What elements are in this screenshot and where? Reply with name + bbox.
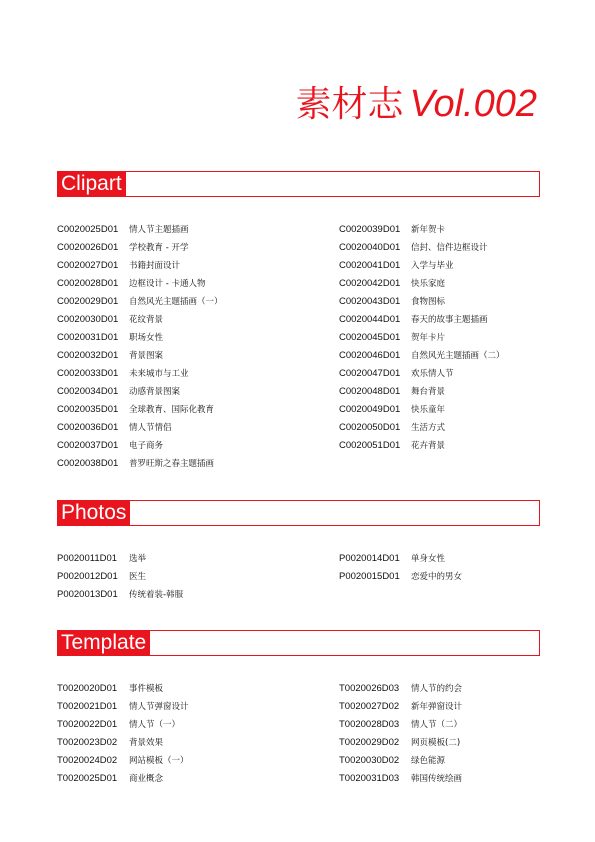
list-item	[57, 221, 297, 239]
item-name: 背景效果	[129, 738, 164, 748]
section-header	[57, 630, 540, 656]
item-column-left	[57, 221, 297, 473]
item-name: 书籍封面设计	[129, 261, 181, 271]
item-code: C0020033D01	[57, 368, 119, 379]
item-code: C0020043D01	[339, 296, 401, 307]
list-item	[57, 437, 297, 455]
item-name: 学校教育 - 开学	[129, 243, 189, 253]
item-column-left	[57, 680, 297, 788]
item-code: T0020026D03	[339, 683, 400, 694]
list-item	[339, 257, 579, 275]
item-name: 动感背景图案	[129, 387, 181, 397]
section-template	[57, 630, 540, 784]
list-item	[57, 734, 297, 752]
item-code: C0020042D01	[339, 278, 401, 289]
list-item	[339, 311, 579, 329]
list-item	[57, 698, 297, 716]
item-name: 自然风光主题插画（一）	[129, 297, 223, 307]
item-code: C0020038D01	[57, 458, 119, 469]
list-item	[339, 680, 579, 698]
item-name: 欢乐情人节	[411, 369, 454, 379]
item-name: 快乐家庭	[411, 279, 446, 289]
list-item	[57, 347, 297, 365]
item-code: C0020045D01	[339, 332, 401, 343]
section-header	[57, 500, 540, 526]
item-name: 信封、信件边框设计	[411, 243, 488, 253]
list-item	[339, 770, 579, 788]
item-code: C0020046D01	[339, 350, 401, 361]
list-item	[57, 680, 297, 698]
item-code: C0020039D01	[339, 224, 401, 235]
list-item	[57, 329, 297, 347]
item-code: T0020027D02	[339, 701, 400, 712]
list-item	[57, 550, 297, 568]
list-item	[339, 239, 579, 257]
list-item	[339, 550, 579, 568]
item-name: 背景图案	[129, 351, 164, 361]
item-name: 单身女性	[411, 554, 446, 564]
item-code: C0020048D01	[339, 386, 401, 397]
list-item	[57, 455, 297, 473]
item-name: 食物图标	[411, 297, 446, 307]
list-item	[57, 365, 297, 383]
list-item	[339, 419, 579, 437]
section-header	[57, 171, 540, 197]
section-label: Photos	[57, 500, 130, 526]
item-code: T0020031D03	[339, 773, 400, 784]
item-code: P0020013D01	[57, 589, 118, 600]
item-name: 选举	[129, 554, 147, 564]
item-code: T0020029D02	[339, 737, 400, 748]
list-item	[57, 239, 297, 257]
item-name: 情人节的约会	[411, 684, 463, 694]
list-item	[57, 257, 297, 275]
title-chinese: 素材志	[295, 84, 404, 125]
item-code: T0020023D02	[57, 737, 118, 748]
item-name: 自然风光主题插画（二）	[411, 351, 505, 361]
list-item	[339, 329, 579, 347]
item-code: C0020050D01	[339, 422, 401, 433]
item-code: C0020027D01	[57, 260, 119, 271]
item-name: 事件模板	[129, 684, 164, 694]
item-name: 情人节弹窗设计	[129, 702, 189, 712]
item-name: 韩国传统绘画	[411, 774, 463, 784]
list-item	[57, 311, 297, 329]
item-code: P0020012D01	[57, 571, 118, 582]
item-code: T0020021D01	[57, 701, 118, 712]
item-code: C0020047D01	[339, 368, 401, 379]
list-item	[339, 221, 579, 239]
list-item	[57, 401, 297, 419]
item-code: T0020030D02	[339, 755, 400, 766]
item-name: 春天的故事主题插画	[411, 315, 488, 325]
item-name: 职场女性	[129, 333, 164, 343]
item-code: P0020015D01	[339, 571, 400, 582]
item-name: 全球教育、国际化教育	[129, 405, 215, 415]
item-code: C0020041D01	[339, 260, 401, 271]
list-item	[57, 586, 297, 604]
item-column-right	[339, 550, 579, 586]
list-item	[339, 275, 579, 293]
item-code: C0020044D01	[339, 314, 401, 325]
item-code: C0020040D01	[339, 242, 401, 253]
item-code: T0020022D01	[57, 719, 118, 730]
item-code: C0020036D01	[57, 422, 119, 433]
section-clipart	[57, 171, 540, 469]
list-item	[339, 401, 579, 419]
title-volume: Vol.002	[409, 83, 537, 125]
item-name: 贺年卡片	[411, 333, 446, 343]
item-name: 网站模板（一）	[129, 756, 189, 766]
item-column-right	[339, 680, 579, 788]
item-name: 电子商务	[129, 441, 164, 451]
item-name: 快乐童年	[411, 405, 446, 415]
item-code: C0020037D01	[57, 440, 119, 451]
item-column-left	[57, 550, 297, 604]
item-name: 情人节主题插画	[129, 225, 189, 235]
item-name: 新年弹窗设计	[411, 702, 463, 712]
page-title	[296, 82, 538, 127]
item-name: 边框设计 - 卡通人物	[129, 279, 206, 289]
item-name: 花纹背景	[129, 315, 164, 325]
list-item	[57, 752, 297, 770]
section-photos	[57, 500, 540, 600]
list-item	[57, 293, 297, 311]
item-name: 普罗旺斯之春主题插画	[129, 459, 215, 469]
list-item	[57, 383, 297, 401]
item-code: C0020028D01	[57, 278, 119, 289]
list-item	[339, 293, 579, 311]
item-code: T0020028D03	[339, 719, 400, 730]
item-name: 花卉背景	[411, 441, 446, 451]
item-code: C0020026D01	[57, 242, 119, 253]
item-name: 情人节（二）	[411, 720, 463, 730]
item-name: 恋爱中的男女	[411, 572, 463, 582]
item-name: 舞台背景	[411, 387, 446, 397]
item-code: C0020032D01	[57, 350, 119, 361]
item-name: 未来城市与工业	[129, 369, 189, 379]
item-code: C0020025D01	[57, 224, 119, 235]
list-item	[57, 770, 297, 788]
section-label: Template	[57, 630, 150, 656]
list-item	[339, 437, 579, 455]
item-name: 生活方式	[411, 423, 446, 433]
item-code: C0020029D01	[57, 296, 119, 307]
list-item	[339, 734, 579, 752]
item-column-right	[339, 221, 579, 455]
item-code: C0020051D01	[339, 440, 401, 451]
item-code: P0020011D01	[57, 553, 118, 564]
item-name: 新年贺卡	[411, 225, 446, 235]
item-code: P0020014D01	[339, 553, 400, 564]
list-item	[57, 275, 297, 293]
item-code: T0020020D01	[57, 683, 118, 694]
item-name: 传统着装-韩服	[129, 590, 184, 600]
item-name: 绿色能源	[411, 756, 446, 766]
list-item	[339, 752, 579, 770]
list-item	[339, 347, 579, 365]
item-name: 情人节（一）	[129, 720, 181, 730]
list-item	[339, 365, 579, 383]
item-code: T0020025D01	[57, 773, 118, 784]
item-name: 商业概念	[129, 774, 164, 784]
list-item	[57, 568, 297, 586]
section-label: Clipart	[57, 171, 126, 197]
item-code: C0020035D01	[57, 404, 119, 415]
item-name: 医生	[129, 572, 147, 582]
list-item	[339, 698, 579, 716]
list-item	[339, 568, 579, 586]
item-name: 网页模板(二)	[411, 738, 461, 748]
list-item	[339, 383, 579, 401]
list-item	[57, 716, 297, 734]
item-code: C0020034D01	[57, 386, 119, 397]
item-name: 入学与毕业	[411, 261, 454, 271]
item-code: C0020049D01	[339, 404, 401, 415]
item-code: T0020024D02	[57, 755, 118, 766]
item-code: C0020030D01	[57, 314, 119, 325]
list-item	[57, 419, 297, 437]
item-name: 情人节情侣	[129, 423, 172, 433]
list-item	[339, 716, 579, 734]
item-code: C0020031D01	[57, 332, 119, 343]
